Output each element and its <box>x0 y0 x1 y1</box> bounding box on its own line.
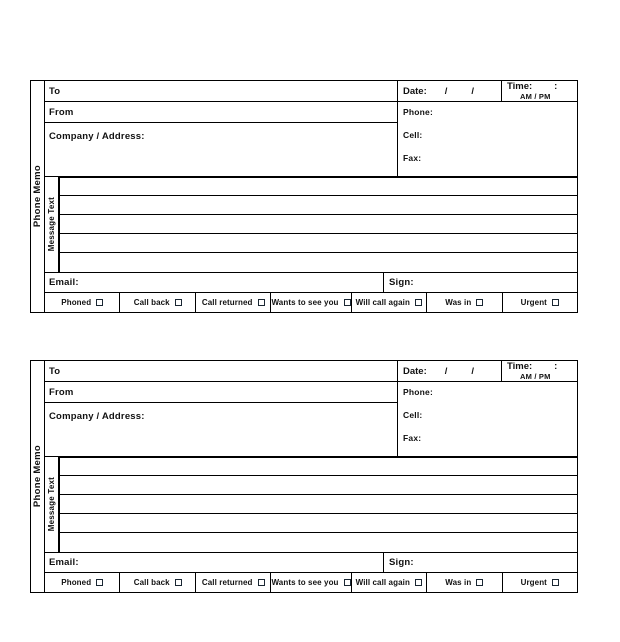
message-text-lines[interactable] <box>59 177 577 272</box>
checkbox-label: Was in <box>445 578 472 587</box>
to-field[interactable] <box>45 361 397 382</box>
from-field[interactable] <box>45 102 397 123</box>
date-time-row <box>398 81 577 102</box>
message-text-section <box>45 457 577 552</box>
checkbox-cell-call-back[interactable] <box>120 293 195 312</box>
checkbox-label: Phoned <box>61 298 92 307</box>
phone-label: Phone: <box>403 387 434 397</box>
message-text-line[interactable] <box>60 457 577 476</box>
checkbox-cell-was-in[interactable] <box>427 293 502 312</box>
checkbox-icon[interactable] <box>258 299 265 306</box>
from-label: From <box>49 386 74 398</box>
checkbox-cell-phoned[interactable] <box>45 293 120 312</box>
checkbox-cell-phoned[interactable] <box>45 573 120 592</box>
email-field[interactable] <box>45 553 384 572</box>
sign-label: Sign: <box>389 277 414 288</box>
date-separator-2: / <box>471 85 475 97</box>
message-text-line[interactable] <box>60 253 577 272</box>
time-separator: : <box>554 81 558 92</box>
checkbox-icon[interactable] <box>415 299 422 306</box>
phone-memo-rail-label: Phone Memo <box>32 165 43 228</box>
date-label: Date: <box>403 85 427 97</box>
from-label: From <box>49 106 74 118</box>
company-address-label: Company / Address: <box>49 411 145 422</box>
email-label: Email: <box>49 557 79 568</box>
checkbox-label: Will call again <box>355 298 410 307</box>
fax-label: Fax: <box>403 153 422 163</box>
phone-memo-form <box>30 80 578 313</box>
phone-memo-form <box>30 360 578 593</box>
message-text-line[interactable] <box>60 533 577 552</box>
email-field[interactable] <box>45 273 384 292</box>
email-label: Email: <box>49 277 79 288</box>
message-text-line[interactable] <box>60 514 577 533</box>
time-label: Time: <box>507 361 533 372</box>
fax-field[interactable] <box>403 153 577 163</box>
date-field[interactable] <box>398 361 502 381</box>
sign-label: Sign: <box>389 557 414 568</box>
memo-content <box>45 81 577 312</box>
company-address-field[interactable] <box>45 123 397 170</box>
checkbox-cell-urgent[interactable] <box>503 293 577 312</box>
cell-label: Cell: <box>403 410 423 420</box>
from-field[interactable] <box>45 382 397 403</box>
checkbox-label: Phoned <box>61 578 92 587</box>
checkbox-icon[interactable] <box>476 299 483 306</box>
message-text-rail <box>45 177 59 272</box>
checkbox-icon[interactable] <box>175 299 182 306</box>
checkbox-icon[interactable] <box>175 579 182 586</box>
cell-label: Cell: <box>403 130 423 140</box>
checkbox-label: Will call again <box>355 578 410 587</box>
checkbox-label: Urgent <box>520 298 547 307</box>
checkbox-label: Call back <box>133 578 170 587</box>
memo-body <box>31 361 577 592</box>
message-text-line[interactable] <box>60 495 577 514</box>
time-top-line <box>507 81 577 92</box>
date-time-row <box>398 361 577 382</box>
phone-cell-fax-block <box>398 382 577 456</box>
cell-field[interactable] <box>403 130 577 140</box>
contact-grid <box>45 81 577 177</box>
phone-field[interactable] <box>403 387 577 397</box>
checkbox-cell-call-back[interactable] <box>120 573 195 592</box>
time-separator: : <box>554 361 558 372</box>
fax-field[interactable] <box>403 433 577 443</box>
date-label: Date: <box>403 365 427 377</box>
checkbox-cell-will-call-again[interactable] <box>352 573 427 592</box>
checkbox-icon[interactable] <box>476 579 483 586</box>
contact-left-column <box>45 361 398 456</box>
to-label: To <box>49 85 61 97</box>
memo-content <box>45 361 577 592</box>
checkbox-cell-call-returned[interactable] <box>196 573 271 592</box>
date-separator-2: / <box>471 365 475 377</box>
checkbox-label: Urgent <box>520 578 547 587</box>
time-top-line <box>507 361 577 372</box>
memo-body <box>31 81 577 312</box>
checkbox-cell-will-call-again[interactable] <box>352 293 427 312</box>
checkbox-label: Call back <box>133 298 170 307</box>
message-text-rail <box>45 457 59 552</box>
action-checkbox-row <box>45 573 577 592</box>
phone-memo-rail <box>31 361 45 592</box>
cell-field[interactable] <box>403 410 577 420</box>
phone-memo-rail <box>31 81 45 312</box>
date-field[interactable] <box>398 81 502 101</box>
checkbox-icon[interactable] <box>258 579 265 586</box>
contact-grid <box>45 361 577 457</box>
message-text-line[interactable] <box>60 177 577 196</box>
checkbox-label: Wants to see you <box>271 578 339 587</box>
checkbox-cell-call-returned[interactable] <box>196 293 271 312</box>
email-sign-row <box>45 272 577 293</box>
message-text-line[interactable] <box>60 215 577 234</box>
sign-field[interactable] <box>384 273 577 292</box>
contact-left-column <box>45 81 398 176</box>
checkbox-cell-wants-to-see-you[interactable] <box>271 573 351 592</box>
checkbox-cell-wants-to-see-you[interactable] <box>271 293 351 312</box>
message-text-rail-label: Message Text <box>47 197 56 252</box>
phone-cell-fax-block <box>398 102 577 176</box>
to-label: To <box>49 365 61 377</box>
checkbox-icon[interactable] <box>344 579 351 586</box>
checkbox-label: Call returned <box>201 578 253 587</box>
checkbox-cell-urgent[interactable] <box>503 573 577 592</box>
message-text-line[interactable] <box>60 196 577 215</box>
ampm-label: AM / PM <box>520 372 551 381</box>
sign-field[interactable] <box>384 553 577 572</box>
phone-field[interactable] <box>403 107 577 117</box>
checkbox-icon[interactable] <box>552 299 559 306</box>
phone-label: Phone: <box>403 107 434 117</box>
date-separator-1: / <box>444 365 448 377</box>
time-label: Time: <box>507 81 533 92</box>
email-sign-row <box>45 552 577 573</box>
ampm-label: AM / PM <box>520 92 551 101</box>
message-text-line[interactable] <box>60 234 577 253</box>
contact-right-column <box>398 81 577 176</box>
message-text-line[interactable] <box>60 476 577 495</box>
checkbox-icon[interactable] <box>96 579 103 586</box>
to-field[interactable] <box>45 81 397 102</box>
action-checkbox-row <box>45 293 577 312</box>
checkbox-cell-was-in[interactable] <box>427 573 502 592</box>
message-text-section <box>45 177 577 272</box>
checkbox-icon[interactable] <box>415 579 422 586</box>
checkbox-label: Call returned <box>201 298 253 307</box>
company-address-label: Company / Address: <box>49 131 145 142</box>
message-text-lines[interactable] <box>59 457 577 552</box>
company-address-field[interactable] <box>45 403 397 450</box>
checkbox-label: Wants to see you <box>271 298 339 307</box>
phone-memo-rail-label: Phone Memo <box>32 445 43 508</box>
time-field[interactable] <box>502 81 577 101</box>
checkbox-icon[interactable] <box>344 299 351 306</box>
checkbox-label: Was in <box>445 298 472 307</box>
date-separator-1: / <box>444 85 448 97</box>
checkbox-icon[interactable] <box>96 299 103 306</box>
fax-label: Fax: <box>403 433 422 443</box>
checkbox-icon[interactable] <box>552 579 559 586</box>
contact-right-column <box>398 361 577 456</box>
time-field[interactable] <box>502 361 577 381</box>
message-text-rail-label: Message Text <box>47 477 56 532</box>
